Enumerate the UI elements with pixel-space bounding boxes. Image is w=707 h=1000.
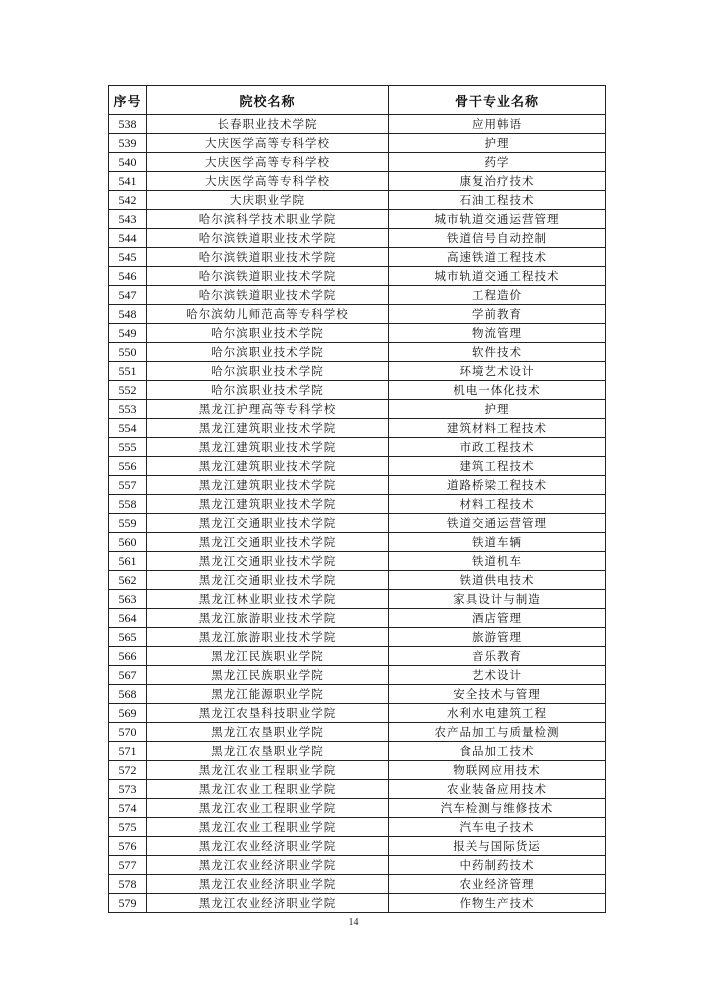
cell-serial-number: 561	[109, 552, 147, 571]
header-serial-number: 序号	[109, 86, 147, 115]
cell-serial-number: 569	[109, 704, 147, 723]
table-row	[109, 419, 606, 438]
cell-major-name: 护理	[389, 400, 606, 419]
cell-serial-number: 570	[109, 723, 147, 742]
table-row	[109, 761, 606, 780]
table-row	[109, 172, 606, 191]
cell-serial-number: 574	[109, 799, 147, 818]
cell-serial-number: 553	[109, 400, 147, 419]
cell-serial-number: 548	[109, 305, 147, 324]
cell-serial-number: 540	[109, 153, 147, 172]
cell-serial-number: 567	[109, 666, 147, 685]
table-row	[109, 153, 606, 172]
header-major-name: 骨干专业名称	[389, 86, 606, 115]
cell-institution-name: 黑龙江交通职业技术学院	[147, 514, 389, 533]
cell-serial-number: 573	[109, 780, 147, 799]
cell-institution-name: 黑龙江农业工程职业学院	[147, 799, 389, 818]
cell-major-name: 铁道信号自动控制	[389, 229, 606, 248]
cell-institution-name: 黑龙江农业工程职业学院	[147, 818, 389, 837]
header-row	[109, 86, 606, 115]
cell-serial-number: 554	[109, 419, 147, 438]
cell-serial-number: 549	[109, 324, 147, 343]
cell-major-name: 材料工程技术	[389, 495, 606, 514]
cell-serial-number: 551	[109, 362, 147, 381]
cell-institution-name: 黑龙江交通职业技术学院	[147, 571, 389, 590]
table-body	[109, 115, 606, 913]
table-row	[109, 305, 606, 324]
cell-serial-number: 579	[109, 894, 147, 913]
cell-major-name: 汽车电子技术	[389, 818, 606, 837]
cell-major-name: 铁道供电技术	[389, 571, 606, 590]
cell-serial-number: 557	[109, 476, 147, 495]
table-row	[109, 495, 606, 514]
institution-major-table	[108, 85, 606, 913]
table-row	[109, 647, 606, 666]
table-row	[109, 666, 606, 685]
cell-institution-name: 哈尔滨职业技术学院	[147, 343, 389, 362]
cell-institution-name: 黑龙江民族职业学院	[147, 647, 389, 666]
table-row	[109, 894, 606, 913]
cell-institution-name: 哈尔滨幼儿师范高等专科学校	[147, 305, 389, 324]
cell-major-name: 酒店管理	[389, 609, 606, 628]
table-row	[109, 134, 606, 153]
cell-major-name: 食品加工技术	[389, 742, 606, 761]
cell-serial-number: 555	[109, 438, 147, 457]
cell-institution-name: 黑龙江林业职业技术学院	[147, 590, 389, 609]
cell-major-name: 康复治疗技术	[389, 172, 606, 191]
cell-institution-name: 哈尔滨职业技术学院	[147, 324, 389, 343]
cell-major-name: 物流管理	[389, 324, 606, 343]
cell-serial-number: 541	[109, 172, 147, 191]
cell-institution-name: 黑龙江建筑职业技术学院	[147, 438, 389, 457]
cell-institution-name: 黑龙江农业经济职业学院	[147, 837, 389, 856]
cell-major-name: 音乐教育	[389, 647, 606, 666]
table-row	[109, 590, 606, 609]
table-row	[109, 723, 606, 742]
cell-major-name: 作物生产技术	[389, 894, 606, 913]
cell-institution-name: 黑龙江民族职业学院	[147, 666, 389, 685]
cell-serial-number: 543	[109, 210, 147, 229]
table-row	[109, 628, 606, 647]
cell-serial-number: 558	[109, 495, 147, 514]
cell-major-name: 安全技术与管理	[389, 685, 606, 704]
cell-major-name: 建筑材料工程技术	[389, 419, 606, 438]
cell-serial-number: 562	[109, 571, 147, 590]
cell-institution-name: 黑龙江建筑职业技术学院	[147, 457, 389, 476]
cell-major-name: 农业经济管理	[389, 875, 606, 894]
table-row	[109, 210, 606, 229]
table-header	[109, 86, 606, 115]
cell-institution-name: 大庆医学高等专科学校	[147, 172, 389, 191]
table-row	[109, 286, 606, 305]
table-row	[109, 552, 606, 571]
table-row	[109, 457, 606, 476]
cell-institution-name: 黑龙江建筑职业技术学院	[147, 419, 389, 438]
cell-institution-name: 大庆职业学院	[147, 191, 389, 210]
cell-institution-name: 黑龙江护理高等专科学校	[147, 400, 389, 419]
table-row	[109, 362, 606, 381]
table-row	[109, 780, 606, 799]
table-row	[109, 115, 606, 134]
cell-major-name: 护理	[389, 134, 606, 153]
cell-major-name: 铁道机车	[389, 552, 606, 571]
cell-serial-number: 546	[109, 267, 147, 286]
cell-institution-name: 黑龙江农垦职业学院	[147, 723, 389, 742]
cell-serial-number: 556	[109, 457, 147, 476]
table-row	[109, 704, 606, 723]
cell-serial-number: 550	[109, 343, 147, 362]
table-row	[109, 514, 606, 533]
cell-serial-number: 564	[109, 609, 147, 628]
table-row	[109, 571, 606, 590]
cell-institution-name: 哈尔滨铁道职业技术学院	[147, 248, 389, 267]
cell-major-name: 建筑工程技术	[389, 457, 606, 476]
header-institution-name: 院校名称	[147, 86, 389, 115]
cell-serial-number: 538	[109, 115, 147, 134]
cell-institution-name: 大庆医学高等专科学校	[147, 153, 389, 172]
cell-major-name: 旅游管理	[389, 628, 606, 647]
cell-major-name: 环境艺术设计	[389, 362, 606, 381]
cell-serial-number: 571	[109, 742, 147, 761]
cell-major-name: 家具设计与制造	[389, 590, 606, 609]
table-row	[109, 400, 606, 419]
cell-institution-name: 黑龙江农业经济职业学院	[147, 875, 389, 894]
cell-institution-name: 黑龙江农业经济职业学院	[147, 856, 389, 875]
table-row	[109, 381, 606, 400]
cell-major-name: 软件技术	[389, 343, 606, 362]
cell-major-name: 高速铁道工程技术	[389, 248, 606, 267]
cell-major-name: 工程造价	[389, 286, 606, 305]
table-row	[109, 343, 606, 362]
cell-institution-name: 黑龙江能源职业学院	[147, 685, 389, 704]
cell-major-name: 农业装备应用技术	[389, 780, 606, 799]
cell-serial-number: 576	[109, 837, 147, 856]
cell-institution-name: 黑龙江旅游职业技术学院	[147, 609, 389, 628]
cell-major-name: 石油工程技术	[389, 191, 606, 210]
cell-institution-name: 大庆医学高等专科学校	[147, 134, 389, 153]
cell-institution-name: 黑龙江交通职业技术学院	[147, 552, 389, 571]
cell-institution-name: 哈尔滨职业技术学院	[147, 362, 389, 381]
cell-institution-name: 哈尔滨科学技术职业学院	[147, 210, 389, 229]
cell-major-name: 市政工程技术	[389, 438, 606, 457]
cell-major-name: 艺术设计	[389, 666, 606, 685]
cell-institution-name: 长春职业技术学院	[147, 115, 389, 134]
table-row	[109, 229, 606, 248]
table-row	[109, 837, 606, 856]
table-row	[109, 799, 606, 818]
cell-institution-name: 哈尔滨铁道职业技术学院	[147, 286, 389, 305]
cell-institution-name: 黑龙江建筑职业技术学院	[147, 495, 389, 514]
cell-institution-name: 哈尔滨铁道职业技术学院	[147, 267, 389, 286]
cell-institution-name: 黑龙江农垦职业学院	[147, 742, 389, 761]
cell-institution-name: 黑龙江农业工程职业学院	[147, 780, 389, 799]
table-row	[109, 324, 606, 343]
table-row	[109, 476, 606, 495]
cell-institution-name: 黑龙江农业经济职业学院	[147, 894, 389, 913]
cell-major-name: 中药制药技术	[389, 856, 606, 875]
table-row	[109, 856, 606, 875]
table-row	[109, 248, 606, 267]
cell-major-name: 应用韩语	[389, 115, 606, 134]
table-row	[109, 742, 606, 761]
cell-institution-name: 黑龙江旅游职业技术学院	[147, 628, 389, 647]
cell-institution-name: 黑龙江农垦科技职业学院	[147, 704, 389, 723]
cell-major-name: 道路桥梁工程技术	[389, 476, 606, 495]
cell-institution-name: 黑龙江农业工程职业学院	[147, 761, 389, 780]
cell-serial-number: 542	[109, 191, 147, 210]
cell-serial-number: 545	[109, 248, 147, 267]
table-row	[109, 609, 606, 628]
cell-major-name: 铁道交通运营管理	[389, 514, 606, 533]
cell-major-name: 物联网应用技术	[389, 761, 606, 780]
table-row	[109, 533, 606, 552]
cell-serial-number: 577	[109, 856, 147, 875]
cell-major-name: 汽车检测与维修技术	[389, 799, 606, 818]
cell-serial-number: 575	[109, 818, 147, 837]
cell-major-name: 报关与国际货运	[389, 837, 606, 856]
page-number: 14	[348, 917, 359, 928]
cell-major-name: 水利水电建筑工程	[389, 704, 606, 723]
cell-serial-number: 552	[109, 381, 147, 400]
cell-major-name: 铁道车辆	[389, 533, 606, 552]
table-row	[109, 438, 606, 457]
cell-serial-number: 544	[109, 229, 147, 248]
cell-major-name: 城市轨道交通工程技术	[389, 267, 606, 286]
table-row	[109, 267, 606, 286]
cell-serial-number: 568	[109, 685, 147, 704]
table-row	[109, 685, 606, 704]
cell-serial-number: 563	[109, 590, 147, 609]
cell-serial-number: 572	[109, 761, 147, 780]
cell-serial-number: 547	[109, 286, 147, 305]
cell-serial-number: 539	[109, 134, 147, 153]
cell-major-name: 城市轨道交通运营管理	[389, 210, 606, 229]
cell-institution-name: 哈尔滨职业技术学院	[147, 381, 389, 400]
table-row	[109, 191, 606, 210]
cell-major-name: 学前教育	[389, 305, 606, 324]
cell-institution-name: 黑龙江交通职业技术学院	[147, 533, 389, 552]
cell-serial-number: 565	[109, 628, 147, 647]
cell-serial-number: 560	[109, 533, 147, 552]
cell-serial-number: 566	[109, 647, 147, 666]
table-row	[109, 818, 606, 837]
cell-major-name: 机电一体化技术	[389, 381, 606, 400]
cell-major-name: 农产品加工与质量检测	[389, 723, 606, 742]
table-row	[109, 875, 606, 894]
cell-major-name: 药学	[389, 153, 606, 172]
cell-serial-number: 578	[109, 875, 147, 894]
cell-institution-name: 黑龙江建筑职业技术学院	[147, 476, 389, 495]
cell-serial-number: 559	[109, 514, 147, 533]
cell-institution-name: 哈尔滨铁道职业技术学院	[147, 229, 389, 248]
